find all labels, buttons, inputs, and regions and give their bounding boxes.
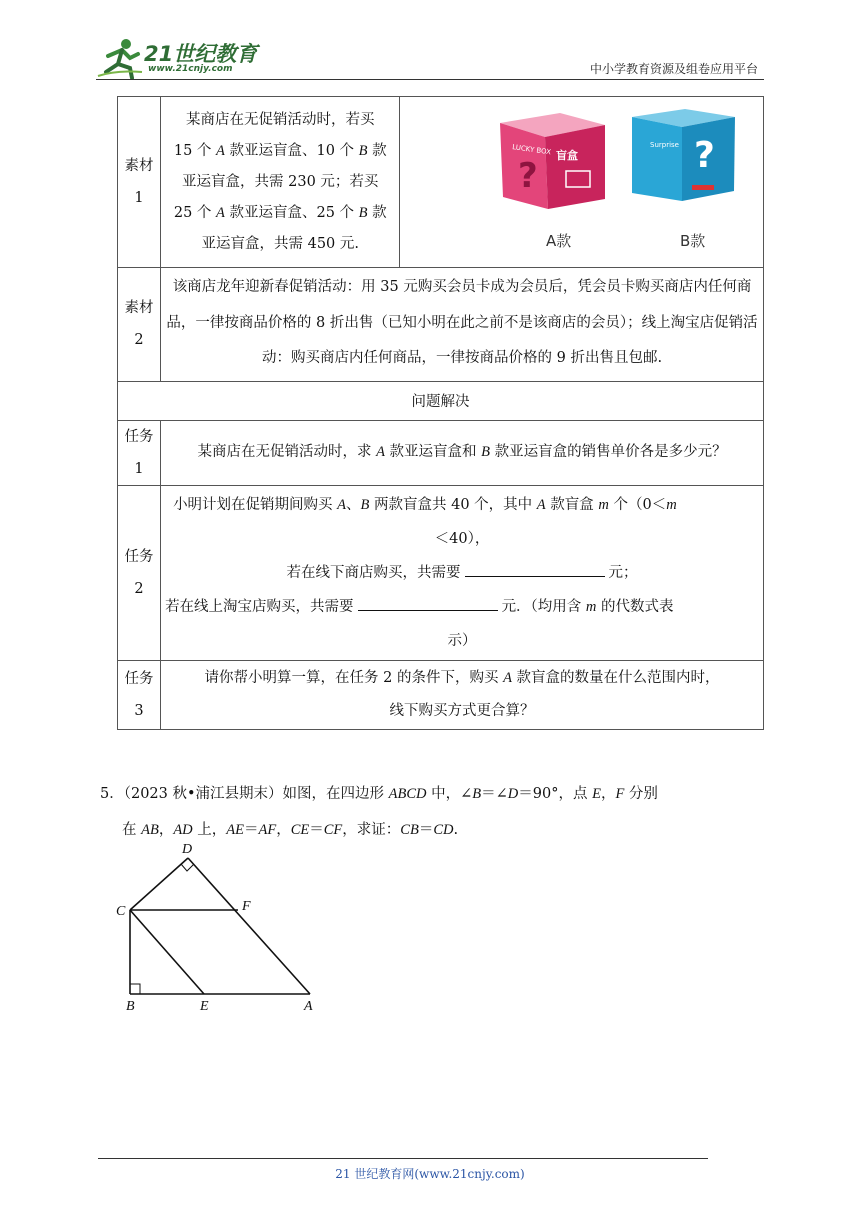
material-1-label bbox=[118, 97, 161, 268]
task-1-text: 某商店在无促销活动时，求 A 款亚运盲盒和 B 款亚运盲盒的销售单价各是多少元？ bbox=[161, 420, 764, 485]
svg-text:LUCKY BOX: LUCKY BOX bbox=[512, 143, 552, 157]
label-line: 任务 bbox=[124, 548, 154, 565]
task-3-text bbox=[161, 660, 764, 729]
footer-link[interactable]: 21 世纪教育网(www.21cnjy.com) bbox=[335, 1167, 525, 1181]
material-2-label bbox=[118, 268, 161, 382]
label-d: D bbox=[182, 842, 193, 857]
answer-blank-offline[interactable] bbox=[465, 562, 605, 577]
label-a: A bbox=[304, 999, 313, 1014]
segment-cd bbox=[130, 858, 188, 910]
m1-line: 亚运盲盒，共需 450 元. bbox=[201, 235, 359, 252]
section-row bbox=[118, 381, 764, 420]
quadrilateral-figure bbox=[112, 838, 322, 1018]
material-1-row bbox=[118, 97, 764, 268]
label-line: 素材 bbox=[124, 158, 154, 174]
task-2-text bbox=[161, 485, 764, 660]
segment-da bbox=[188, 858, 310, 994]
header-divider bbox=[96, 79, 764, 80]
logo-text: 21世纪教育 bbox=[144, 42, 258, 66]
task-2-label bbox=[118, 485, 161, 660]
site-logo[interactable] bbox=[96, 36, 266, 80]
right-angle-b bbox=[130, 984, 140, 994]
label-line: 任务 bbox=[124, 670, 154, 687]
task-3-row bbox=[118, 660, 764, 729]
label-line: 3 bbox=[134, 702, 144, 719]
runner-logo-icon bbox=[96, 36, 146, 80]
label-b: B bbox=[126, 999, 135, 1014]
svg-text:盲盒: 盲盒 bbox=[556, 149, 579, 162]
material-1-text bbox=[161, 97, 400, 268]
m1-line: 亚运盲盒，共需 230 元；若买 bbox=[182, 173, 379, 190]
segment-ce bbox=[130, 910, 204, 994]
label-line: 素材 bbox=[124, 300, 154, 317]
header-platform-text: 中小学教育资源及组卷应用平台 bbox=[589, 62, 758, 76]
m1-line: 25 个 A 款亚运盲盒、25 个 B 款 bbox=[173, 204, 387, 221]
label-line: 1 bbox=[134, 460, 144, 477]
m1-line: 15 个 A 款亚运盲盒、10 个 B 款 bbox=[173, 142, 387, 159]
label-line: 1 bbox=[134, 190, 144, 206]
blind-box-illustration bbox=[400, 97, 762, 267]
m1-line: 某商店在无促销活动时，若买 bbox=[185, 111, 375, 128]
footer-divider bbox=[98, 1158, 708, 1159]
t2-line: 示） bbox=[447, 632, 477, 649]
q5-line-2: 在 AB，AD 上，AE＝AF，CE＝CF，求证：CB＝CD. bbox=[122, 822, 459, 838]
t3-line: 线下购买方式更合算？ bbox=[389, 702, 535, 719]
answer-blank-online[interactable] bbox=[358, 596, 498, 611]
logo-url: www.21cnjy.com bbox=[148, 64, 233, 74]
t2-line: 若在线下商店购买，共需要 元； bbox=[165, 556, 759, 590]
label-f: F bbox=[242, 899, 251, 914]
blind-box-image-cell bbox=[400, 97, 764, 268]
t3-line: 请你帮小明算一算，在任务 2 的条件下，购买 A 款盲盒的数量在什么范围内时， bbox=[204, 669, 720, 686]
label-line: 任务 bbox=[124, 428, 154, 445]
box-b-label: B款 bbox=[680, 232, 706, 250]
section-title: 问题解决 bbox=[118, 381, 764, 420]
task-table bbox=[117, 96, 764, 730]
material-2-text: 该商店龙年迎新春促销活动：用 35 元购买会员卡成为会员后，凭会员卡购买商店内任何商品，一律按商品价格的 8 折出售（已知小明在此之前不是该商店的会员）；线上淘宝店促销活动：购买商店内任何商品，一律按商品价格的 9 折出售且包邮. bbox=[161, 268, 764, 382]
blind-box-images bbox=[400, 97, 763, 267]
right-angle-d bbox=[181, 864, 194, 871]
label-line: 2 bbox=[134, 580, 144, 597]
t2-line: 若在线上淘宝店购买，共需要 元．（均用含 m 的代数式表 bbox=[165, 590, 759, 624]
box-a-icon bbox=[500, 113, 605, 209]
svg-text:?: ? bbox=[694, 135, 716, 176]
task-1-row bbox=[118, 420, 764, 485]
label-line: 2 bbox=[134, 332, 144, 349]
task-3-label bbox=[118, 660, 161, 729]
q5-line-1: 5．（2023 秋•浦江县期末）如图，在四边形 ABCD 中，∠B＝∠D＝90°，点 E，F 分别 bbox=[100, 786, 658, 802]
svg-text:?: ? bbox=[518, 156, 539, 196]
t2-line: ＜40）， bbox=[434, 530, 490, 547]
label-e: E bbox=[200, 999, 209, 1014]
svg-text:Surprise: Surprise bbox=[650, 141, 680, 149]
material-2-row bbox=[118, 268, 764, 382]
box-b-icon bbox=[632, 109, 735, 201]
label-c: C bbox=[116, 904, 126, 919]
task-1-label bbox=[118, 420, 161, 485]
geometry-diagram bbox=[112, 838, 322, 1018]
box-a-label: A款 bbox=[546, 232, 572, 250]
t2-line: 小明计划在促销期间购买 A、B 两款盲盒共 40 个，其中 A 款盲盒 m 个（0＜m bbox=[173, 496, 677, 513]
page-header bbox=[96, 36, 764, 80]
task-2-row bbox=[118, 485, 764, 660]
